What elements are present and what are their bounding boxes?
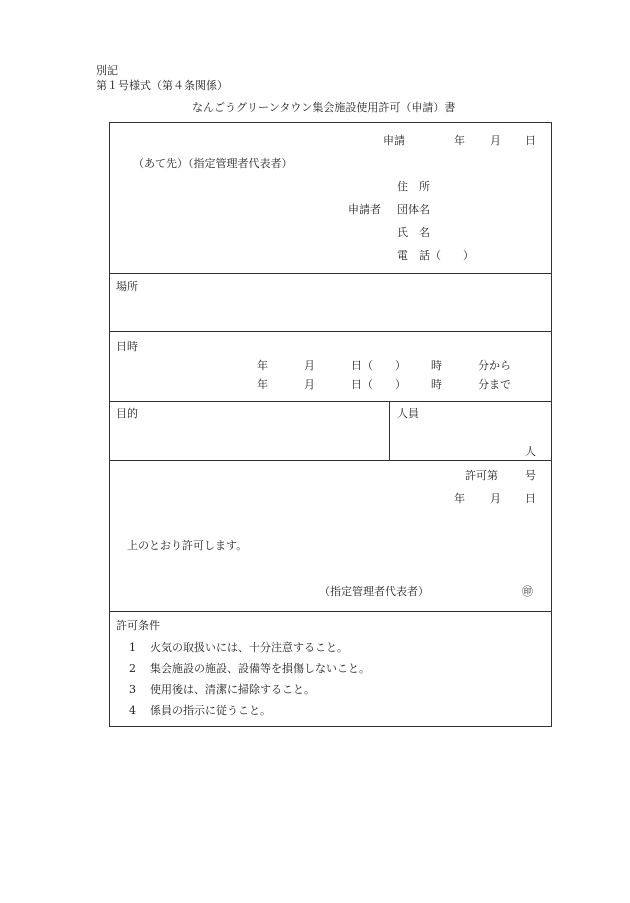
purpose-label: 目的 (116, 407, 138, 420)
to-hour: 時 (431, 378, 442, 391)
from-minute: 分から (478, 359, 511, 372)
from-year: 年 (257, 359, 268, 372)
apply-day: 日 (525, 134, 536, 147)
from-month: 月 (304, 359, 315, 372)
permit-number-suffix: 号 (525, 469, 536, 482)
permit-month: 月 (490, 492, 501, 505)
from-hour: 時 (431, 359, 442, 372)
permit-statement: 上のとおり許可します。 (127, 539, 248, 552)
divider (110, 401, 551, 402)
persons-unit: 人 (525, 445, 536, 458)
condition-number: 3 (129, 683, 136, 696)
application-form-table (109, 122, 552, 727)
condition-number: 2 (129, 662, 136, 675)
condition-text: 係員の指示に従うこと。 (150, 704, 271, 717)
apply-label: 申請 (383, 134, 405, 147)
name-label: 氏 名 (397, 226, 430, 239)
divider (110, 460, 551, 461)
divider (110, 611, 551, 612)
persons-label: 人員 (397, 407, 419, 420)
annex-label: 別記 (96, 64, 118, 77)
divider (110, 273, 551, 274)
conditions-label: 許可条件 (116, 619, 160, 632)
condition-number: 4 (129, 704, 136, 717)
from-day: 日（ ） (351, 359, 406, 372)
to-month: 月 (304, 378, 315, 391)
divider (389, 401, 390, 460)
permit-number-label: 許可第 (465, 469, 498, 482)
address-label: 住 所 (397, 180, 430, 193)
condition-text: 集会施設の施設、設備等を損傷しないこと。 (150, 662, 370, 675)
to-day: 日（ ） (351, 378, 406, 391)
permit-signer: （指定管理者代表者） (319, 585, 429, 598)
condition-number: 1 (129, 641, 136, 654)
applicant-label: 申請者 (348, 203, 381, 216)
seal-mark: ㊞ (522, 585, 533, 598)
to-minute: 分まで (478, 378, 511, 391)
apply-year: 年 (454, 134, 465, 147)
datetime-label: 日時 (116, 340, 138, 353)
condition-text: 火気の取扱いには、十分注意すること。 (150, 641, 348, 654)
place-label: 場所 (116, 280, 138, 293)
document-title: なんごうグリーンタウン集会施設使用許可（申請）書 (192, 101, 456, 114)
permit-day: 日 (525, 492, 536, 505)
group-name-label: 団体名 (397, 203, 430, 216)
condition-text: 使用後は、清潔に掃除すること。 (150, 683, 315, 696)
phone-label: 電 話（ ） (397, 249, 474, 262)
permit-year: 年 (454, 492, 465, 505)
to-year: 年 (257, 378, 268, 391)
apply-month: 月 (490, 134, 501, 147)
form-number: 第１号様式（第４条関係） (96, 79, 228, 92)
divider (110, 331, 551, 332)
addressee: （あて先）（指定管理者代表者） (133, 157, 293, 170)
